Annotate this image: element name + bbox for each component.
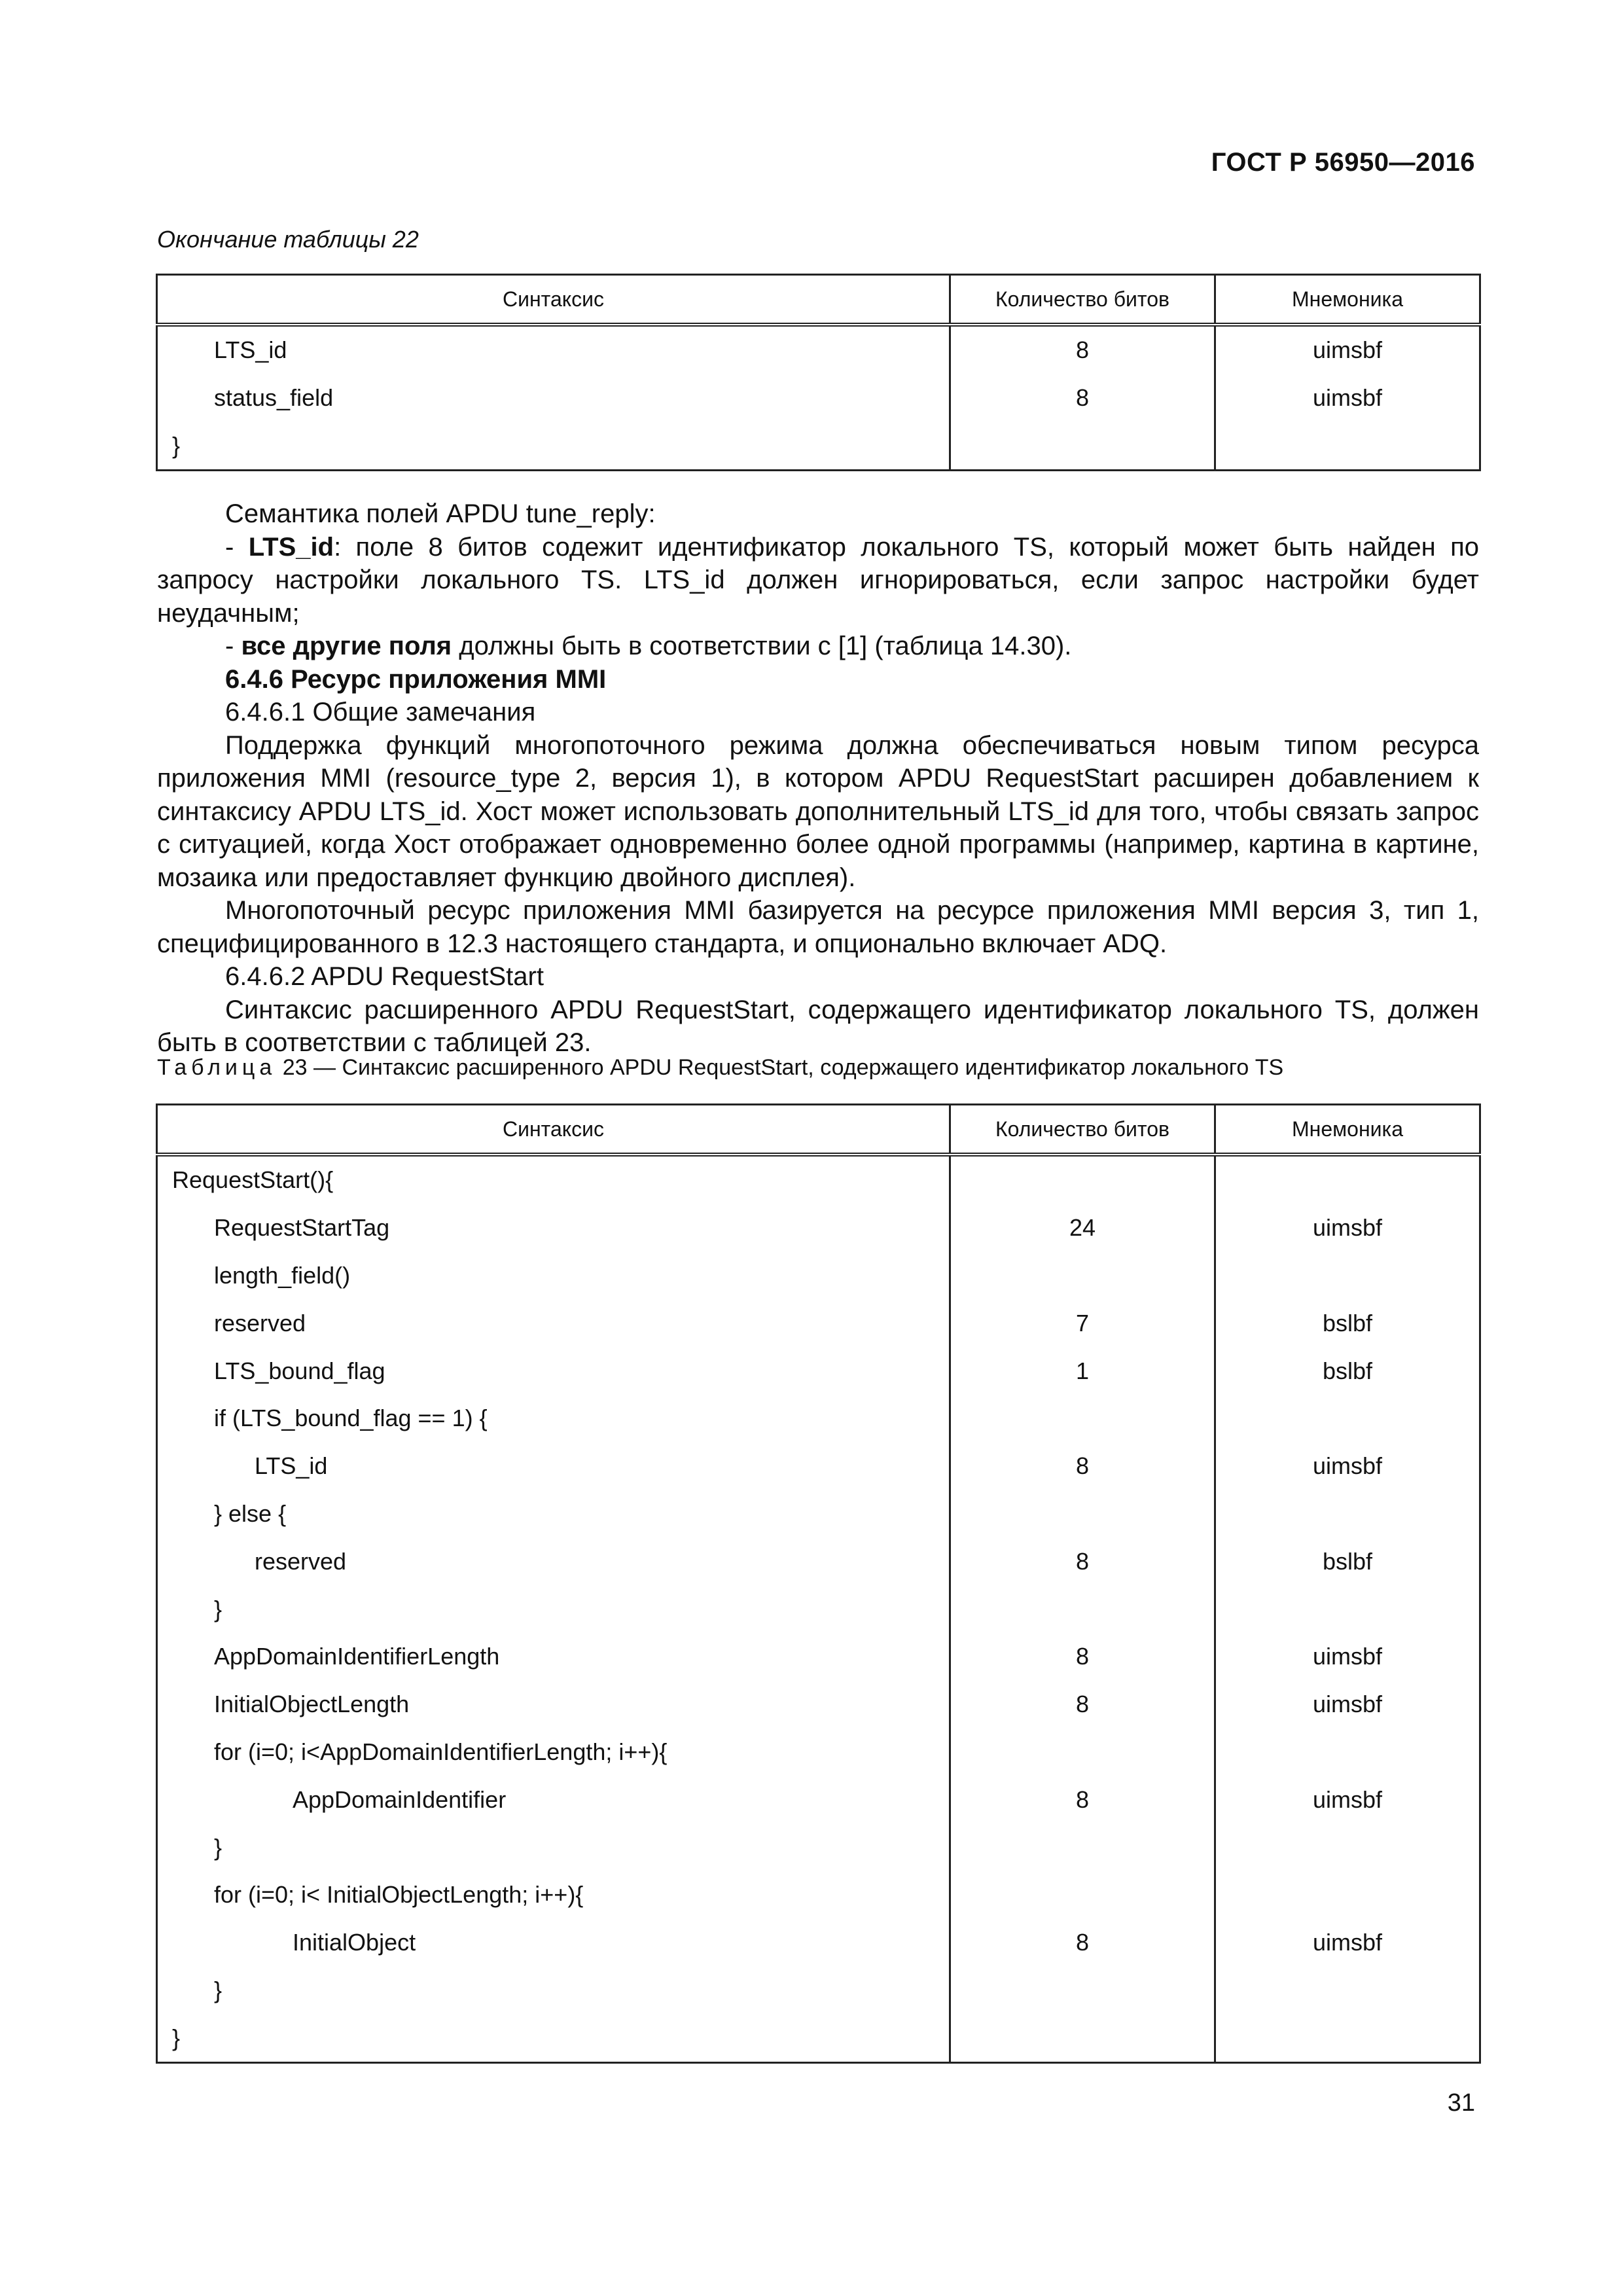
table-row [157, 1871, 1480, 1919]
table-header-row [157, 1105, 1480, 1155]
bits-cell [950, 1395, 1215, 1443]
column-header-mnemonic: Мнемоника [1215, 275, 1480, 325]
paragraph-multistream-support: Поддержка функций многопоточного режима должна обеспечиваться новым типом ресурса приложения MMI (resource_type 2, версия 1), в котором APDU RequestStart расширен добавлением к синтаксису APDU LTS_id. Хост может использовать дополнительный LTS_id для того, чтобы связать запрос с ситуацией, когда Хост отображает одновременно более одной программы (например, картина в картине, мозаика или предоставляет функцию двойного дисплея). [157, 730, 1479, 892]
mnemonic-cell [1215, 1155, 1480, 1204]
syntax-cell: LTS_bound_flag [157, 1347, 950, 1395]
table-22-body [157, 325, 1480, 471]
syntax-cell: RequestStartTag [157, 1204, 950, 1252]
syntax-cell: reserved [157, 1299, 950, 1347]
paragraph-requeststart-syntax: Синтаксис расширенного APDU RequestStart, содержащего идентификатор локального TS, должен быть в соответствии с таблицей 23. [157, 995, 1479, 1057]
table-row [157, 1443, 1480, 1490]
body-text [157, 497, 1479, 1060]
mnemonic-cell [1215, 1395, 1480, 1443]
mnemonic-cell: uimsbf [1215, 374, 1480, 422]
column-header-mnemonic: Мнемоника [1215, 1105, 1480, 1155]
bits-cell: 8 [950, 1537, 1215, 1585]
mnemonic-cell: bslbf [1215, 1299, 1480, 1347]
mnemonic-cell [1215, 1490, 1480, 1538]
bits-cell [950, 2014, 1215, 2062]
bits-cell: 8 [950, 1776, 1215, 1823]
mnemonic-cell [1215, 1823, 1480, 1871]
table-row [157, 1823, 1480, 1871]
table-row [157, 1633, 1480, 1681]
table-row [157, 2014, 1480, 2062]
mnemonic-cell: uimsbf [1215, 1443, 1480, 1490]
section-heading: 6.4.6 Ресурс приложения MMI [225, 664, 607, 694]
table-23-caption [157, 1055, 1283, 1081]
mnemonic-cell [1215, 2014, 1480, 2062]
bits-cell [950, 1871, 1215, 1919]
bullet-dash: - [225, 632, 241, 660]
column-header-syntax: Синтаксис [157, 275, 950, 325]
mnemonic-cell: uimsbf [1215, 1633, 1480, 1681]
table-row [157, 1776, 1480, 1823]
table-22-caption: Окончание таблицы 22 [157, 226, 419, 253]
syntax-cell: length_field() [157, 1252, 950, 1300]
page-number: 31 [1447, 2089, 1475, 2117]
table-row [157, 1585, 1480, 1633]
table-row [157, 422, 1480, 471]
bits-cell: 8 [950, 374, 1215, 422]
mnemonic-cell: uimsbf [1215, 325, 1480, 374]
syntax-cell: reserved [157, 1537, 950, 1585]
column-header-syntax: Синтаксис [157, 1105, 950, 1155]
syntax-cell: InitialObjectLength [157, 1681, 950, 1729]
table-title: 23 — Синтаксис расширенного APDU RequestStart, содержащего идентификатор локального TS [276, 1055, 1284, 1080]
bits-cell [950, 1823, 1215, 1871]
paragraph-multistream-resource: Многопоточный ресурс приложения MMI базируется на ресурсе приложения MMI версия 3, тип 1, специфицированного в 12.3 настоящего стандарта, и опционально включает ADQ. [157, 896, 1479, 958]
table-header-row [157, 275, 1480, 325]
table-row [157, 1681, 1480, 1729]
bits-cell [950, 1729, 1215, 1776]
paragraph-lts-id [157, 531, 1479, 630]
syntax-cell: } [157, 1823, 950, 1871]
table-row [157, 1729, 1480, 1776]
syntax-cell: InitialObject [157, 1919, 950, 1967]
table-row [157, 1919, 1480, 1967]
syntax-cell: LTS_id [157, 325, 950, 374]
definition-other-fields: должны быть в соответствии с [1] (таблица 14.30). [452, 632, 1072, 660]
bits-cell [950, 422, 1215, 471]
syntax-cell: LTS_id [157, 1443, 950, 1490]
syntax-cell: AppDomainIdentifier [157, 1776, 950, 1823]
syntax-cell: } [157, 1967, 950, 2015]
mnemonic-cell: uimsbf [1215, 1776, 1480, 1823]
mnemonic-cell [1215, 1967, 1480, 2015]
syntax-cell: } else { [157, 1490, 950, 1538]
subsection-heading-general: 6.4.6.1 Общие замечания [225, 698, 536, 726]
table-row [157, 1155, 1480, 1204]
mnemonic-cell: bslbf [1215, 1537, 1480, 1585]
definition-lts-id: : поле 8 битов содежит идентификатор локального TS, который может быть найден по запросу настройки локального TS. LTS_id должен игнорироваться, если запрос настройки будет неудачным; [157, 532, 1479, 628]
table-row [157, 1299, 1480, 1347]
table-23-body [157, 1155, 1480, 2063]
table-row [157, 1537, 1480, 1585]
table-label: Таблица [157, 1055, 277, 1080]
mnemonic-cell [1215, 1871, 1480, 1919]
bits-cell [950, 1252, 1215, 1300]
bits-cell: 8 [950, 1681, 1215, 1729]
syntax-cell: for (i=0; i< InitialObjectLength; i++){ [157, 1871, 950, 1919]
table-row [157, 1967, 1480, 2015]
mnemonic-cell: uimsbf [1215, 1204, 1480, 1252]
paragraph-semantics-intro: Семантика полей APDU tune_reply: [225, 499, 656, 528]
bits-cell: 7 [950, 1299, 1215, 1347]
bits-cell: 8 [950, 325, 1215, 374]
table-row [157, 374, 1480, 422]
table-22 [156, 274, 1481, 471]
syntax-cell: if (LTS_bound_flag == 1) { [157, 1395, 950, 1443]
bits-cell: 1 [950, 1347, 1215, 1395]
syntax-cell: } [157, 422, 950, 471]
mnemonic-cell [1215, 422, 1480, 471]
column-header-bits: Количество битов [950, 275, 1215, 325]
syntax-cell: } [157, 2014, 950, 2062]
bits-cell: 8 [950, 1919, 1215, 1967]
mnemonic-cell: bslbf [1215, 1347, 1480, 1395]
syntax-cell: } [157, 1585, 950, 1633]
bits-cell [950, 1585, 1215, 1633]
table-row [157, 325, 1480, 374]
mnemonic-cell [1215, 1585, 1480, 1633]
syntax-cell: for (i=0; i<AppDomainIdentifierLength; i++){ [157, 1729, 950, 1776]
bullet-dash: - [225, 532, 249, 562]
bits-cell: 24 [950, 1204, 1215, 1252]
bits-cell [950, 1490, 1215, 1538]
subsection-heading-requeststart: 6.4.6.2 APDU RequestStart [225, 962, 544, 991]
table-row [157, 1490, 1480, 1538]
term-other-fields: все другие поля [241, 632, 452, 660]
mnemonic-cell: uimsbf [1215, 1681, 1480, 1729]
mnemonic-cell [1215, 1252, 1480, 1300]
paragraph-other-fields [157, 630, 1479, 663]
syntax-cell: RequestStart(){ [157, 1155, 950, 1204]
column-header-bits: Количество битов [950, 1105, 1215, 1155]
term-lts-id: LTS_id [248, 532, 334, 562]
table-row [157, 1204, 1480, 1252]
table-row [157, 1252, 1480, 1300]
syntax-cell: status_field [157, 374, 950, 422]
bits-cell [950, 1155, 1215, 1204]
bits-cell: 8 [950, 1443, 1215, 1490]
mnemonic-cell [1215, 1729, 1480, 1776]
bits-cell: 8 [950, 1633, 1215, 1681]
table-row [157, 1395, 1480, 1443]
table-row [157, 1347, 1480, 1395]
table-23 [156, 1103, 1481, 2064]
syntax-cell: AppDomainIdentifierLength [157, 1633, 950, 1681]
mnemonic-cell: uimsbf [1215, 1919, 1480, 1967]
bits-cell [950, 1967, 1215, 2015]
document-id: ГОСТ Р 56950—2016 [1211, 148, 1475, 177]
